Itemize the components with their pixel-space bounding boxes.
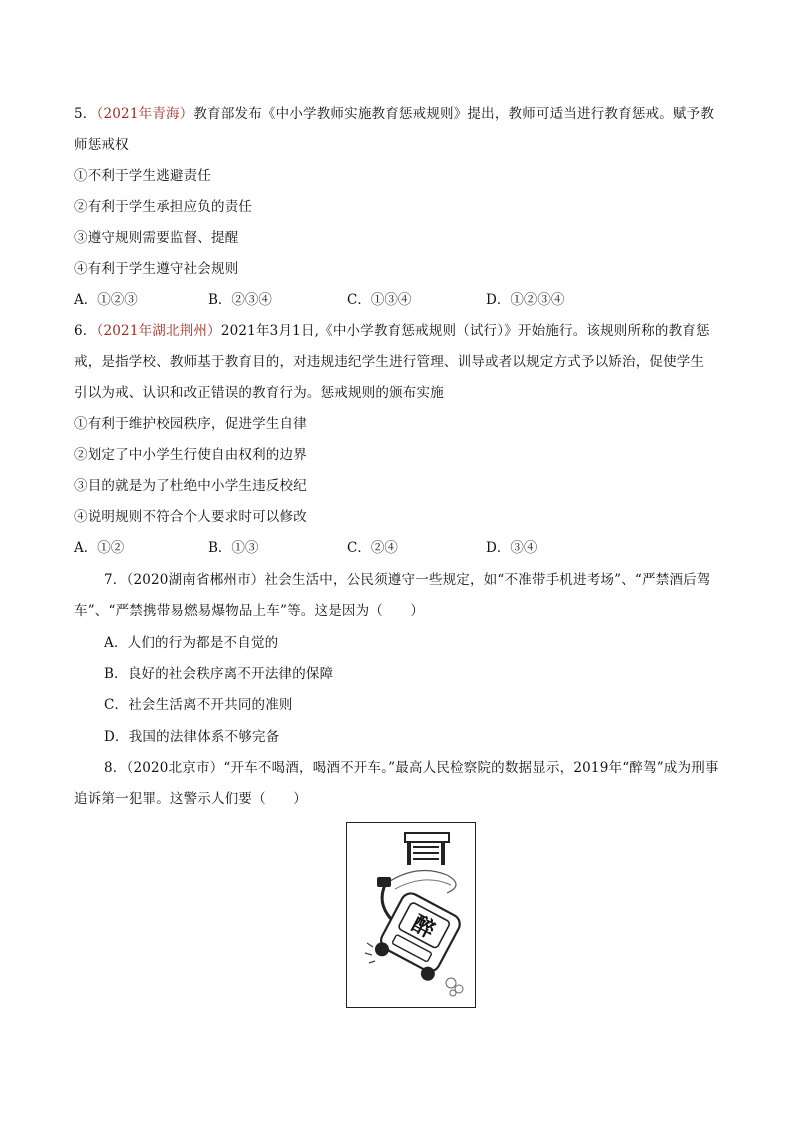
car-illustration-icon (347, 823, 475, 1007)
q6-number: 6． (74, 323, 97, 339)
q6-item-2: ②划定了中小学生行使自由权利的边界 (74, 447, 307, 463)
q5-option-d: D．①②③④ (486, 292, 565, 308)
q5-item-3: ③遵守规则需要监督、提醒 (74, 230, 239, 246)
exhaust-puff-3 (450, 990, 456, 996)
wobble-marks (365, 943, 375, 963)
q6-option-c: C．②④ (347, 540, 398, 556)
q7-option-d: D．我国的法律体系不够完备 (104, 729, 280, 745)
q5-stem-text: 教育部发布《中小学教师实施教育惩戒规则》提出，教师可适当进行教育惩戒。赋予教 (193, 106, 715, 122)
q5-item-1: ①不利于学生逃避责任 (74, 168, 211, 184)
q5-stem-line1 (74, 102, 714, 122)
fuel-hose (382, 885, 391, 919)
q6-item-1: ①有利于维护校园秩序，促进学生自律 (74, 416, 307, 432)
q6-item-3: ③目的就是为了杜绝中小学生违反校纪 (74, 478, 307, 494)
q5-source: （2021年青海） (96, 106, 194, 122)
q8-stem-line1: 8．（2020北京市）“开车不喝酒，喝酒不开车。”最高人民检察院的数据显示，2019年“醉驾”成为刑事 (104, 760, 719, 776)
car-body (372, 889, 464, 983)
drunk-driving-cartoon (346, 822, 476, 1008)
swirl-line-1 (387, 871, 456, 894)
q5-item-4: ④有利于学生遵守社会规则 (74, 261, 239, 277)
q5-number: 5． (74, 106, 97, 122)
q6-stem-line2: 戒，是指学校、教师基于教育目的，对违规违纪学生进行管理、训导或者以规定方式予以矫治，促使学生 (74, 354, 705, 370)
fuel-nozzle (377, 877, 391, 887)
q5-stem-line2: 师惩戒权 (74, 137, 129, 153)
q6-stem-line3: 引以为戒、认识和改正错误的教育行为。惩戒规则的颁布实施 (74, 385, 444, 401)
q5-option-b: B．②③④ (208, 292, 272, 308)
q6-option-d: D．③④ (486, 540, 538, 556)
q7-stem-line1: 7．（2020湖南省郴州市）社会生活中，公民须遵守一些规定，如“不准带手机进考场”、“严禁酒后驾 (104, 572, 711, 588)
figure-character: 醉 (407, 911, 439, 944)
q5-option-c: C．①③④ (347, 292, 412, 308)
q7-option-a: A．人们的行为都是不自觉的 (104, 635, 279, 651)
exhaust-puff-1 (446, 978, 456, 988)
swirl-line-2 (395, 880, 451, 889)
q5-option-a: A．①②③ (74, 292, 138, 308)
q7-option-c: C．社会生活离不开共同的准则 (104, 697, 293, 713)
q7-stem-line2: 车”、“严禁携带易燃易爆物品上车”等。这是因为（ ） (74, 603, 425, 619)
q6-stem-line1 (74, 319, 710, 339)
q6-option-b: B．①③ (208, 540, 259, 556)
q6-option-a: A．①② (74, 540, 125, 556)
q6-stem-text: 2021年3月1日,《中小学教育惩戒规则（试行）》开始施行。该规则所称的教育惩 (220, 323, 710, 339)
q8-stem-line2: 追诉第一犯罪。这警示人们要（ ） (74, 791, 307, 807)
q6-item-4: ④说明规则不符合个人要求时可以修改 (74, 509, 307, 525)
q7-option-b: B．良好的社会秩序离不开法律的保障 (104, 666, 334, 682)
q6-source: （2021年湖北荆州） (96, 323, 221, 339)
q5-item-2: ②有利于学生承担应负的责任 (74, 199, 253, 215)
gantry-beam (405, 833, 449, 842)
